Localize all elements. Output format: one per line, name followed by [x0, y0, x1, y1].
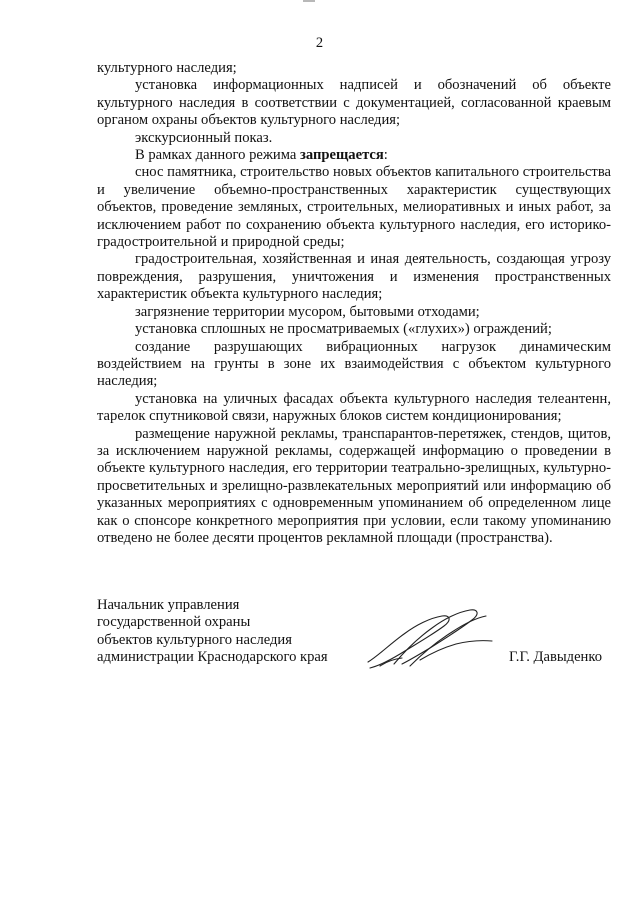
paragraph-vibration: создание разрушающих вибрационных нагрузок динамическим воздействием на грунты в зоне их взаимодействия с объектом культурного наследия;	[97, 338, 611, 390]
paragraph-antennas: установка на уличных фасадах объекта культурного наследия телеантенн, тарелок спутниковой связи, наружных блоков систем кондиционирования;	[97, 390, 611, 425]
signer-title-block	[97, 597, 357, 667]
paragraph-advertising: размещение наружной рекламы, транспарантов-перетяжек, стендов, щитов, за исключением наружной рекламы, содержащей информацию о проведении в объекте культурного наследия, его территории театрально-зрелищных, культурно-просветительных и зрелищно-развлекательных мероприятий или информацию об указанных мероприятиях с одновременным упоминанием об определенном лице как о спонсоре конкретного мероприятия при условии, если такому упоминанию отведено не более десяти процентов рекламной площади (пространства).	[97, 425, 611, 546]
paragraph-activity-threat: градостроительная, хозяйственная и иная деятельность, создающая угрозу повреждения, разрушения, уничтожения и изменения пространственных характеристик объекта культурного наследия;	[97, 251, 611, 303]
signer-title-line: государственной охраны	[97, 614, 251, 631]
document-body	[97, 60, 611, 547]
paragraph-pollution: загрязнение территории мусором, бытовыми отходами;	[135, 303, 480, 320]
paragraph-prohibited-heading	[97, 147, 611, 164]
handwritten-signature	[360, 604, 500, 676]
prohibited-prefix: В рамках данного режима	[135, 147, 300, 164]
signer-name: Г.Г. Давыденко	[509, 649, 603, 665]
paragraph-excursion: экскурсионный показ.	[135, 129, 273, 146]
scan-artifact	[303, 0, 315, 2]
prohibited-word: запрещается	[300, 147, 384, 164]
signer-title-line: Начальник управления	[97, 597, 240, 613]
signer-title-line: объектов культурного наследия	[97, 631, 292, 648]
paragraph-fences: установка сплошных не просматриваемых («глухих») ограждений;	[135, 321, 552, 338]
paragraph-continuation: культурного наследия;	[97, 60, 237, 76]
signer-title-line: администрации Краснодарского края	[97, 649, 328, 666]
paragraph-information-signs: установка информационных надписей и обозначений об объекте культурного наследия в соответствии с документацией, согласованной краевым органом охраны объектов культурного наследия;	[97, 77, 611, 129]
prohibited-suffix: :	[383, 147, 388, 164]
page-number: 2	[315, 35, 324, 51]
paragraph-demolition: снос памятника, строительство новых объектов капитального строительства и увеличение объемно-пространственных характеристик существующих объектов, проведение земляных, строительных, мелиоративных и иных работ, за исключением работ по сохранению объекта культурного наследия, его историко-градостроительной и природной среды;	[97, 164, 611, 251]
